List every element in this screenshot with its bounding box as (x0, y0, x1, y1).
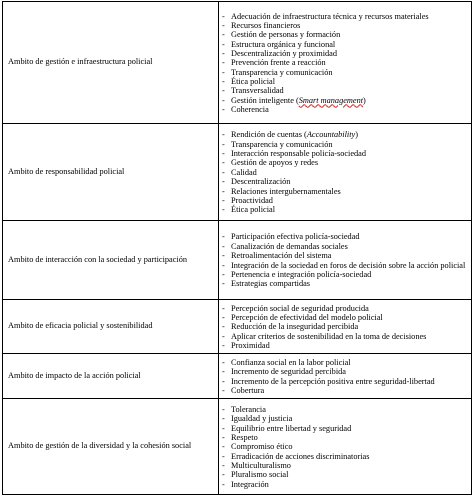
list-item: - Reducción de la inseguridad percibida (222, 322, 471, 331)
list-item: - Transversalidad (222, 86, 471, 95)
list-item: - Integración de la sociedad en foros de decisión sobre la acción policial (222, 261, 471, 270)
table-row (3, 124, 472, 221)
list-item: - Descentralización y proximidad (222, 49, 471, 58)
list-item: - Recursos financieros (222, 21, 471, 30)
list-item: - Transparencia y comunicación (222, 140, 471, 149)
area-cell: Ambito de responsabilidad policial (3, 124, 219, 221)
list-item: - Multiculturalismo (222, 461, 471, 470)
list-item: - Canalización de demandas sociales (222, 242, 471, 251)
indicators-table (2, 1, 472, 495)
item-text: Rendición de cuentas ( (231, 130, 307, 140)
items-cell (219, 399, 472, 495)
items-cell (219, 124, 472, 221)
table-row (3, 354, 472, 399)
list-item: - Estrategias compartidas (222, 279, 471, 288)
table-row (3, 300, 472, 354)
list-item: - Respeto (222, 433, 471, 442)
list-item: - Proximidad (222, 341, 471, 350)
list-item: - Relaciones intergubernamentales (222, 187, 471, 196)
list-item (222, 130, 471, 139)
list-item: - Incremento de la percepción positiva entre seguridad-libertad (222, 377, 471, 386)
list-item: - Prevención frente a reacción (222, 58, 471, 67)
list-item: - Calidad (222, 168, 471, 177)
list-item: - Equilibrio entre libertad y seguridad (222, 424, 471, 433)
item-list (222, 130, 471, 214)
list-item: - Cobertura (222, 386, 471, 395)
item-text: Gestión inteligente ( (231, 95, 299, 105)
list-item: - Confianza social en la labor policial (222, 358, 471, 367)
list-item: - Proactividad (222, 196, 471, 205)
item-term: Smart management (298, 95, 364, 105)
list-item: - Participación efectiva policía-sociedad (222, 232, 471, 241)
area-cell: Ambito de gestión de la diversidad y la cohesión social (3, 399, 219, 495)
items-cell (219, 2, 472, 124)
items-cell (219, 354, 472, 399)
items-cell (219, 300, 472, 354)
list-item: - Interacción responsable policía-sociedad (222, 149, 471, 158)
list-item: - Retroalimentación del sistema (222, 251, 471, 260)
area-cell: Ambito de interacción con la sociedad y participación (3, 221, 219, 300)
table-body (3, 2, 472, 495)
list-item: - Percepción social de seguridad producida (222, 304, 471, 313)
table-row (3, 221, 472, 300)
item-term: Accountability (306, 130, 356, 140)
list-item: - Estructura orgánica y funcional (222, 40, 471, 49)
list-item: - Gestión de apoyos y redes (222, 158, 471, 167)
list-item: - Tolerancia (222, 405, 471, 414)
list-item: - Pertenencia e integración policía-sociedad (222, 270, 471, 279)
list-item: - Coherencia (222, 105, 471, 114)
list-item: - Percepción de efectividad del modelo policial (222, 313, 471, 322)
list-item: - Incremento de seguridad percibida (222, 367, 471, 376)
item-list (222, 405, 471, 489)
area-cell: Ambito de impacto de la acción policial (3, 354, 219, 399)
list-item: - Integración (222, 480, 471, 489)
items-cell (219, 221, 472, 300)
list-item: - Adecuación de infraestructura técnica y recursos materiales (222, 12, 471, 21)
table-row (3, 2, 472, 124)
item-list (222, 12, 471, 115)
list-item: - Aplicar criterios de sostenibilidad en la toma de decisiones (222, 332, 471, 341)
list-item: - Igualdad y justicia (222, 414, 471, 423)
list-item: - Descentralización (222, 177, 471, 186)
item-list (222, 358, 471, 395)
list-item: - Ética policial (222, 205, 471, 214)
list-item: - Gestión de personas y formación (222, 30, 471, 39)
list-item: - Compromiso ético (222, 442, 471, 451)
item-text-close: ) (363, 95, 366, 105)
list-item: - Erradicación de acciones discriminatorias (222, 452, 471, 461)
area-cell: Ambito de eficacia policial y sostenibilidad (3, 300, 219, 354)
list-item: - Pluralismo social (222, 470, 471, 479)
item-list (222, 304, 471, 351)
area-cell: Ambito de gestión e infraestructura policial (3, 2, 219, 124)
list-item (222, 96, 471, 105)
list-item: - Transparencia y comunicación (222, 68, 471, 77)
table-row (3, 399, 472, 495)
item-text-close: ) (355, 130, 358, 140)
item-list (222, 232, 471, 288)
list-item: - Ética policial (222, 77, 471, 86)
